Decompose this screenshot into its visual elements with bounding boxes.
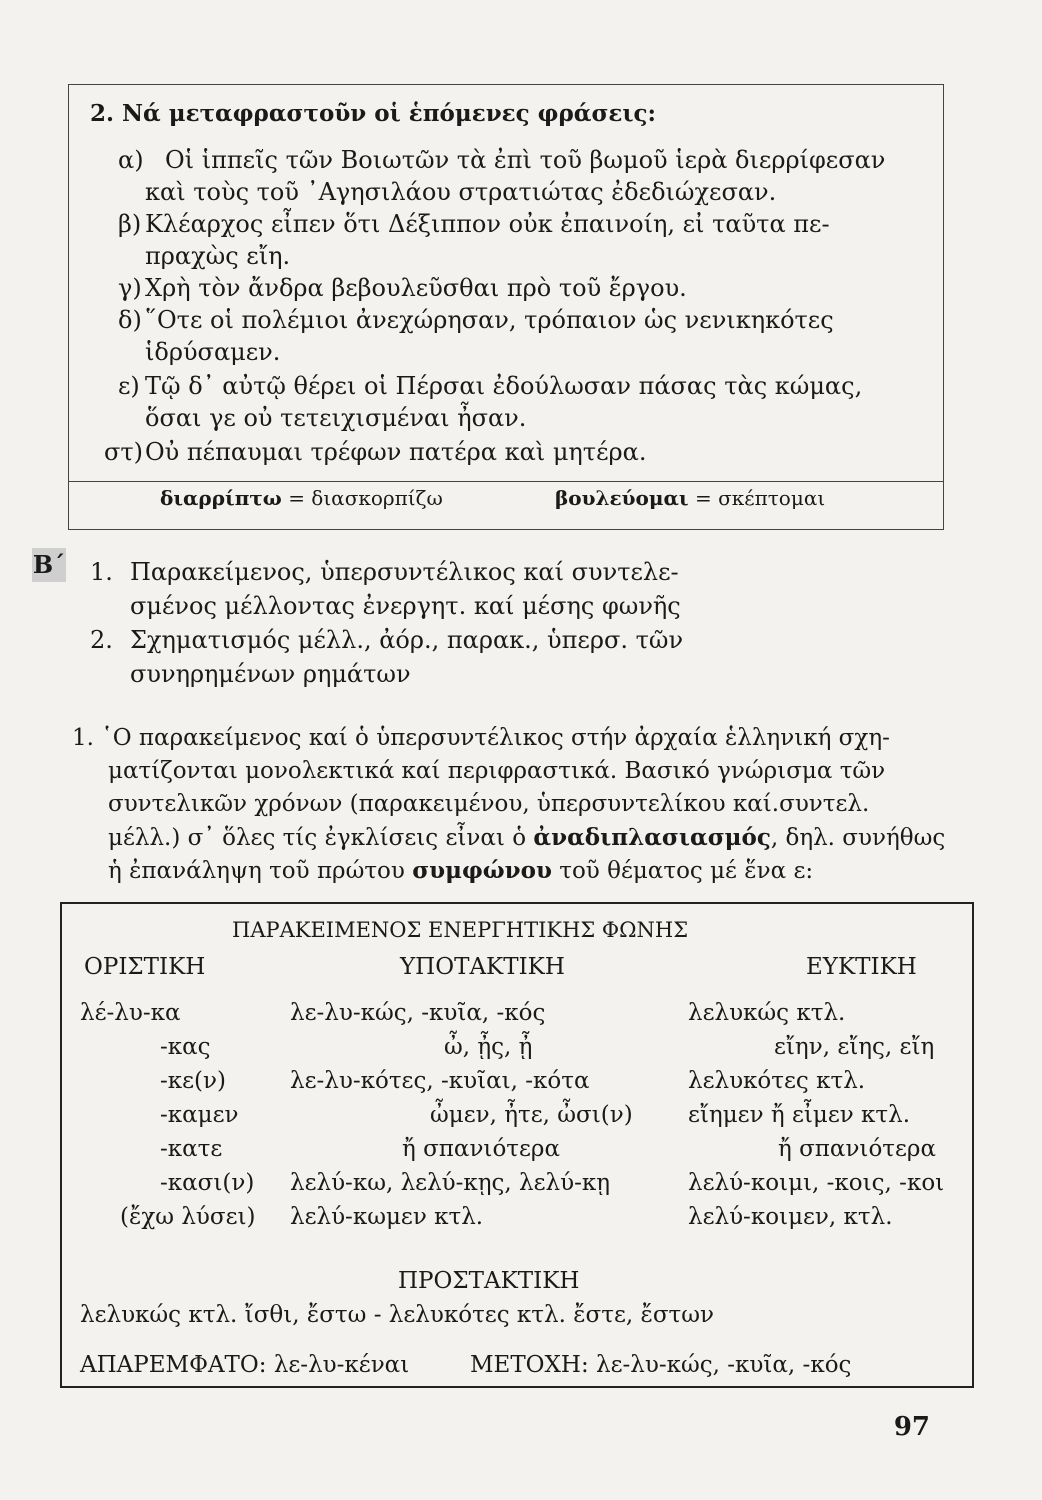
item-label: δ) (118, 306, 142, 334)
glossary-meaning: = σκέπτομαι (694, 486, 826, 510)
item-line: Τῷ δ᾿ αὐτῷ θέρει οἱ Πέρσαι ἐδούλωσαν πάσας τὰς κώμας, (145, 372, 863, 400)
exercise-heading: 2. Νά μεταφραστοῦν οἱ ἑπόμενες φράσεις: (90, 100, 657, 127)
table-cell: ὦ, ᾖς, ᾖ (444, 1034, 533, 1060)
conjugation-table (60, 902, 974, 1388)
glossary-term: διαρρίπτω (160, 486, 282, 510)
item-line: καὶ τοὺς τοῦ ᾿Αγησιλάου στρατιώτας ἐδεδιώχεσαν. (145, 178, 777, 206)
table-cell: εἴην, εἴης, εἴη (774, 1034, 935, 1060)
item-label: γ) (118, 274, 142, 302)
topic-line: Παρακείμενος, ὑπερσυντέλικος καί συντελε- (130, 558, 679, 586)
participle-forms: ΜΕΤΟΧΗ: λε-λυ-κώς, -κυῖα, -κός (470, 1352, 852, 1378)
item-line: Οὐ πέπαυμαι τρέφων πατέρα καὶ μητέρα. (145, 438, 647, 466)
table-cell: -κασι(ν) (160, 1170, 255, 1196)
table-cell: (ἔχω λύσει) (120, 1204, 256, 1230)
table-cell: ὦμεν, ἦτε, ὦσι(ν) (430, 1102, 633, 1128)
glossary-entry (555, 486, 825, 510)
table-cell: λελύ-κωμεν κτλ. (290, 1204, 484, 1230)
imperative-title: ΠΡΟΣΤΑΚΤΙΚΗ (398, 1268, 580, 1294)
table-cell: -κατε (160, 1136, 223, 1162)
item-label: στ) (104, 438, 144, 466)
paragraph-line (108, 854, 813, 888)
imperative-forms: λελυκώς κτλ. ἴσθι, ἔστω - λελυκότες κτλ. ἔστε, ἔστων (80, 1302, 715, 1328)
table-cell: λέ-λυ-κα (80, 1000, 181, 1026)
item-line: ἱδρύσαμεν. (145, 338, 281, 366)
paragraph-text: , δηλ. συνήθως (770, 825, 946, 851)
paragraph-text: τοῦ θέματος μέ ἕνα ε: (559, 858, 814, 884)
paragraph-text: μέλλ.) σ᾿ ὅλες τίς ἐγκλίσεις εἶναι ὁ (108, 825, 527, 851)
table-cell: λελυκώς κτλ. (688, 1000, 846, 1026)
column-header: ΕΥΚΤΙΚΗ (806, 954, 917, 980)
table-cell: λελυκότες κτλ. (688, 1068, 866, 1094)
paragraph-bold-term: ἀναδιπλασιασμός (533, 824, 771, 851)
table-cell: εἴημεν ἤ εἶμεν κτλ. (688, 1102, 911, 1128)
item-line: Χρὴ τὸν ἄνδρα βεβουλεῦσθαι πρὸ τοῦ ἔργου. (145, 274, 687, 302)
glossary-entry (160, 486, 443, 510)
table-cell: -καμεν (160, 1102, 239, 1128)
paragraph-line: 1. ῾Ο παρακείμενος καί ὁ ὑπερσυντέλικος στήν ἀρχαία ἑλληνική σχη- (72, 725, 890, 751)
column-header: ΥΠΟΤΑΚΤΙΚΗ (400, 954, 565, 980)
glossary-divider (69, 481, 943, 482)
column-header: ΟΡΙΣΤΙΚΗ (84, 954, 206, 980)
glossary-meaning: = διασκορπίζω (288, 486, 443, 510)
table-cell: λελύ-κοιμεν, κτλ. (688, 1204, 893, 1230)
item-line: Οἱ ἱππεῖς τῶν Βοιωτῶν τὰ ἐπὶ τοῦ βωμοῦ ἱερὰ διερρίφεσαν (165, 146, 886, 174)
topic-line: Σχηματισμός μέλλ., ἀόρ., παρακ., ὑπερσ. τῶν (130, 626, 684, 654)
page-number: 97 (893, 1412, 930, 1442)
item-line: πραχὼς εἴη. (145, 242, 291, 270)
paragraph-text: ἡ ἐπανάληψη τοῦ πρώτου (108, 858, 405, 884)
item-line: ὅσαι γε οὐ τετειχισμέναι ἦσαν. (145, 404, 527, 432)
paragraph-line (108, 821, 945, 855)
topic-line: συνηρημένων ρημάτων (130, 660, 411, 688)
table-cell: ἤ σπανιότερα (402, 1136, 560, 1162)
item-line: Κλέαρχος εἶπεν ὅτι Δέξιππον οὐκ ἐπαινοίη, εἰ ταῦτα πε- (145, 210, 830, 238)
topic-number: 1. (90, 558, 113, 586)
table-cell: ἤ σπανιότερα (778, 1136, 936, 1162)
glossary-term: βουλεύομαι (555, 486, 689, 510)
paragraph-line: ματίζονται μονολεκτικά καί περιφραστικά. Βασικό γνώρισμα τῶν (108, 758, 886, 784)
item-line: ῞Οτε οἱ πολέμιοι ἀνεχώρησαν, τρόπαιον ὡς νενικηκότες (145, 306, 834, 334)
paragraph-line: συντελικῶν χρόνων (παρακειμένου, ὑπερσυντελίκου καί.συντελ. (108, 791, 870, 817)
item-label: β) (118, 210, 142, 238)
table-cell: λελύ-κοιμι, -κοις, -κοι (688, 1170, 945, 1196)
section-marker: Β΄ (32, 548, 66, 582)
paragraph-bold-term: συμφώνου (412, 857, 552, 884)
item-label: ε) (118, 372, 140, 400)
topic-line: σμένος μέλλοντας ἐνεργητ. καί μέσης φωνῆς (130, 592, 681, 620)
table-cell: λε-λυ-κώς, -κυῖα, -κός (290, 1000, 546, 1026)
table-cell: -κας (160, 1034, 211, 1060)
infinitive-forms: ΑΠΑΡΕΜΦΑΤΟ: λε-λυ-κέναι (80, 1352, 410, 1378)
table-title: ΠΑΡΑΚΕΙΜΕΝΟΣ ΕΝΕΡΓΗΤΙΚΗΣ ΦΩΝΗΣ (232, 918, 689, 942)
table-cell: λελύ-κω, λελύ-κῃς, λελύ-κῃ (290, 1170, 611, 1196)
topic-number: 2. (90, 626, 113, 654)
table-cell: λε-λυ-κότες, -κυῖαι, -κότα (290, 1068, 590, 1094)
table-cell: -κε(ν) (160, 1068, 226, 1094)
item-label: α) (118, 146, 144, 174)
